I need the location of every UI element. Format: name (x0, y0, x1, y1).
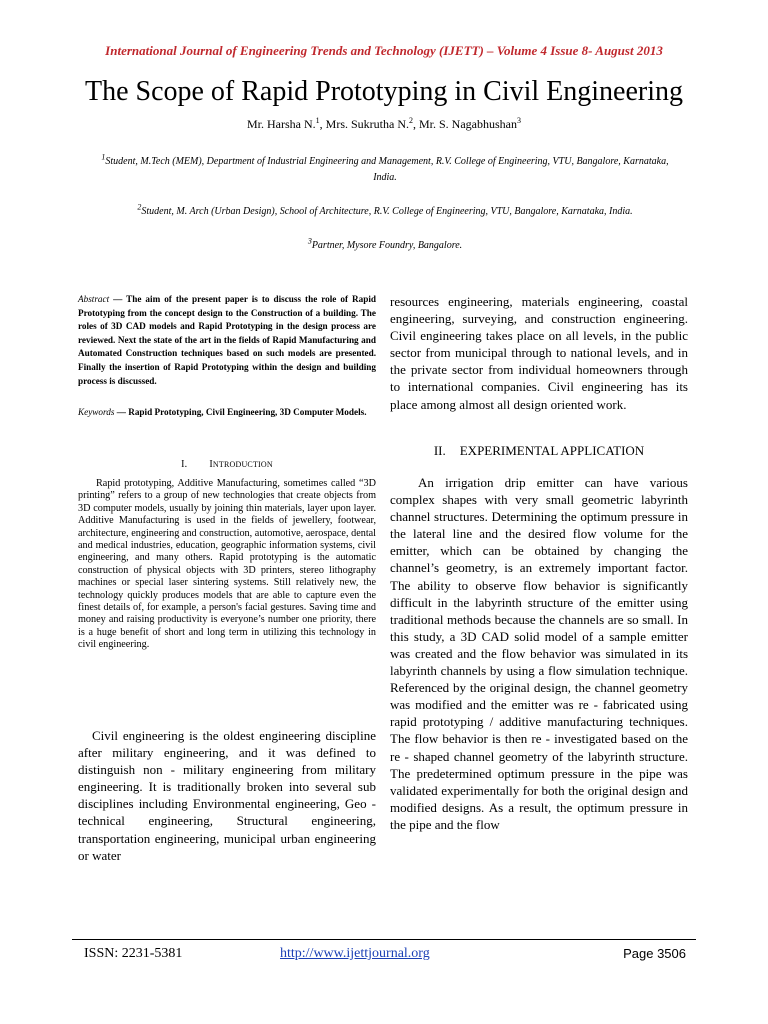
affiliation-text: Student, M. Arch (Urban Design), School of Architecture, R.V. College of Engineering, VTU, Bangalore, Karnataka, India. (141, 206, 633, 217)
author-mark: 2 (409, 116, 413, 125)
abstract (78, 293, 376, 388)
abstract-text: The aim of the present paper is to discuss the role of Rapid Prototyping from the concept design to the Construction of a building. The roles of 3D CAD models and Rapid Prototyping in the design process are reviewed. Next the state of the art in the fields of Rapid Manufacturing and Automated Construction techniques based on such models are presented. Finally the insertion of Rapid Prototyping within the design and building process is discussed. (78, 294, 376, 386)
abstract-label: Abstract (78, 294, 110, 304)
intro-paragraph-2-continued: resources engineering, materials engineering, coastal engineering, surveying, and construction engineering. Civil engineering takes place on all levels, in the public sector from municipal through to national levels, and in the private sector from individual homeowners through to international companies. Civil engineering has its place among almost all design oriented work. (390, 294, 688, 412)
author-mark: 3 (517, 116, 521, 125)
section-title-smallcaps: NTRODUCTION (212, 460, 273, 469)
affiliation-3 (90, 238, 680, 254)
experimental-paragraph-1: An irrigation drip emitter can have various complex shapes with very small geometric labyrinth channel structures. Determining the optimum pressure in the lateral line and the desired flow volume for the emitter, which can be obtained by changing the channel’s geometry, is an extremely important factor. The ability to observe flow behavior is significantly difficult in the labyrinth structure of the emitter using traditional methods because the channels are so small. In this study, a 3D CAD solid model of a sample emitter was created and the flow behavior was simulated in its labyrinth channels by using a flow simulation technique. Referenced by the original design, the channel geometry was modified and the emitter was re - fabricated using rapid prototyping / additive manufacturing techniques. The flow behavior is then re - investigated based on the re - shaped channel geometry of the labyrinth structure. The predetermined optimum pressure in the pipe was validated experimentally for both the original design and modified designs. As a result, the optimum pressure in the pipe and the flow (390, 475, 688, 832)
affiliation-text: Partner, Mysore Foundry, Bangalore. (311, 240, 463, 251)
affiliation-1 (90, 154, 680, 186)
paper-title: The Scope of Rapid Prototyping in Civil Engineering (84, 76, 684, 107)
author-mark: 1 (315, 116, 320, 125)
keywords-dash: — (114, 407, 129, 417)
author-name: Mr. S. Nagabhushan (419, 117, 517, 131)
section-number: II. (433, 443, 446, 458)
section-title-initial: I (209, 459, 213, 470)
author-separator: , (413, 117, 419, 131)
affiliation-text: Student, M.Tech (MEM), Department of Industrial Engineering and Management, R.V. College of Engineering, VTU, Bangalore, Karnataka, India. (105, 156, 669, 183)
footer-divider (72, 939, 696, 940)
keywords-label: Keywords (78, 407, 115, 417)
footer-issn: ISSN: 2231-5381 (84, 946, 183, 961)
intro-paragraph-2: Civil engineering is the oldest engineering discipline after military engineering, and it was defined to distinguish non - military engineering from military engineering. It is traditionally broken into several sub disciplines including Environmental engineering, Geo - technical engineering, Structural engineering, transportation engineering, municipal urban engineering or water (78, 728, 376, 863)
journal-header: International Journal of Engineering Trends and Technology (IJETT) – Volume 4 Issue 8- August 2013 (105, 43, 663, 58)
section-title: EXPERIMENTAL APPLICATION (459, 443, 645, 458)
author-separator: , (319, 117, 326, 131)
keywords (78, 406, 376, 420)
affiliation-mark: 1 (101, 152, 106, 162)
abstract-dash: — (109, 294, 127, 304)
affiliation-2 (60, 204, 710, 220)
author-line (0, 117, 768, 132)
affiliation-mark: 2 (137, 202, 142, 212)
footer-page-number: Page 3506 (623, 946, 686, 961)
author-name: Mrs. Sukrutha N. (325, 117, 409, 131)
section-heading-experimental (390, 443, 688, 459)
affiliation-mark: 3 (307, 236, 312, 246)
author-name: Mr. Harsha N. (247, 117, 316, 131)
section-number: I. (181, 459, 188, 470)
section-heading-introduction (78, 459, 376, 470)
intro-paragraph-1: Rapid prototyping, Additive Manufacturing, sometimes called “3D printing” refers to a group of new technologies that create objects from 3D computer models, usually by joining thin materials, layer upon layer. Additive Manufacturing is used in the fields of jewellery, footwear, architecture, engineering and construction, automotive, aerospace, dental and medical industries, education, geographic information systems, civil engineering, and many others. Rapid prototyping is the automatic construction of physical objects with 3D printers, stereo lithography machines or special laser sintering systems. Still relatively new, the technology quickly produces models that are able to capture even the finest details of, for example, a person's facial gestures. Saving time and money and raising productivity is everyone’s number one priority, there is a huge benefit of short and long term in utilizing this technology in civil engineering. (78, 478, 376, 651)
footer-journal-link[interactable]: http://www.ijettjournal.org (280, 946, 430, 961)
keywords-text: Rapid Prototyping, Civil Engineering, 3D Computer Models. (128, 407, 367, 417)
